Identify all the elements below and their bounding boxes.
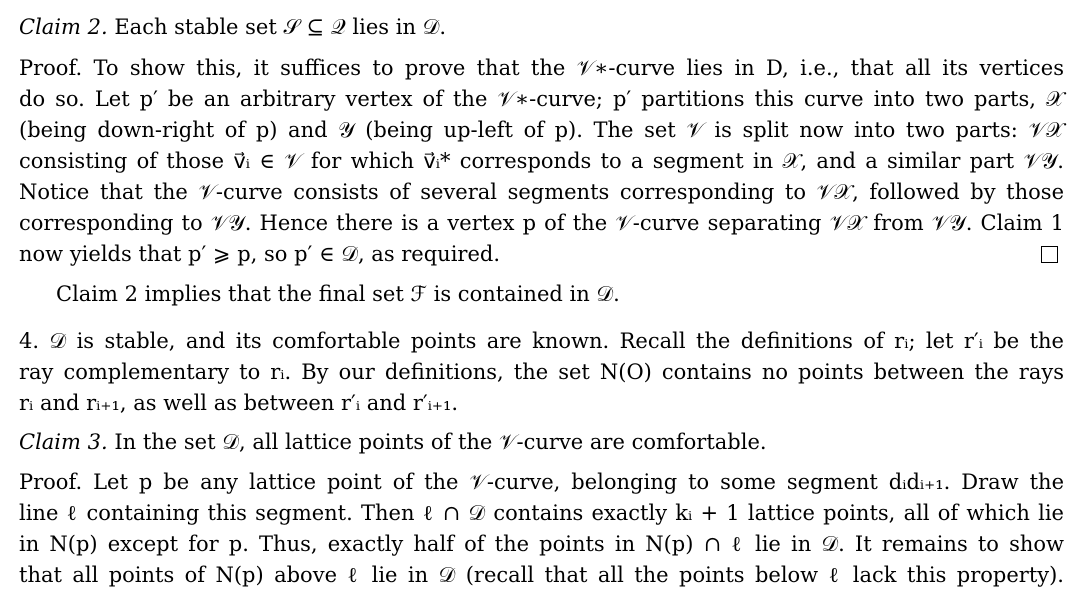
proof-2-line-1: Proof. To show this, it suffices to prove that the 𝒱∗-curve lies in D, i.e., that all its vertices (19, 56, 1064, 80)
claim-2-label: Claim 2. (19, 15, 108, 39)
section-4-line-3: rᵢ and rᵢ₊₁, as well as between r′ᵢ and r′ᵢ₊₁. (19, 391, 459, 415)
claim-2 (19, 13, 1064, 41)
proof-2-line-2: do so. Let p′ be an arbitrary vertex of the 𝒱∗-curve; p′ partitions this curve into two parts, 𝒳 (19, 87, 1064, 111)
after-claim-2: Claim 2 implies that the final set ℱ is contained in 𝒟. (56, 282, 620, 306)
proof-3-line-3: in N(p) except for p. Thus, exactly half of the points in N(p) ∩ ℓ lie in 𝒟. It remains to show (19, 532, 1064, 556)
qed-box-icon (1041, 246, 1058, 263)
proof-2-line-5: Notice that the 𝒱-curve consists of several segments corresponding to 𝒱𝒳, followed by those (19, 180, 1064, 204)
proof-2-line-6: corresponding to 𝒱𝒴. Hence there is a vertex p of the 𝒱-curve separating 𝒱𝒳 from 𝒱𝒴. Claim 1 (19, 211, 1064, 235)
proof-3-line-2: line ℓ containing this segment. Then ℓ ∩ 𝒟 contains exactly kᵢ + 1 lattice points, all of which lie (19, 501, 1064, 525)
section-4-line-1: 4. 𝒟 is stable, and its comfortable points are known. Recall the definitions of rᵢ; let r′ᵢ be the (19, 329, 1064, 353)
claim-3-label: Claim 3. (19, 430, 108, 454)
proof-3-line-4: that all points of N(p) above ℓ lie in 𝒟 (recall that all the points below ℓ lack this property). (19, 563, 1064, 587)
proof-3-line-1: Proof. Let p be any lattice point of the 𝒱-curve, belonging to some segment dᵢdᵢ₊₁. Draw the (19, 470, 1064, 494)
proof-2-line-4: consisting of those v⃗ᵢ ∈ 𝒱 for which v⃗ᵢ* corresponds to a segment in 𝒳, and a similar part 𝒱𝒴. (19, 149, 1064, 173)
claim-3-statement: In the set 𝒟, all lattice points of the 𝒱-curve are comfortable. (114, 430, 767, 454)
claim-2-statement: Each stable set 𝒮 ⊆ 𝒬 lies in 𝒟. (114, 15, 447, 39)
proof-2-line-3: (being down-right of p) and 𝒴 (being up-left of p). The set 𝒱 is split now into two parts: 𝒱𝒳 (19, 118, 1064, 142)
section-4-line-2: ray complementary to rᵢ. By our definitions, the set N(O) contains no points between the rays (19, 360, 1064, 384)
claim-3 (19, 428, 1064, 456)
proof-2-line-7: now yields that p′ ⩾ p, so p′ ∈ 𝒟, as required. (19, 242, 501, 266)
